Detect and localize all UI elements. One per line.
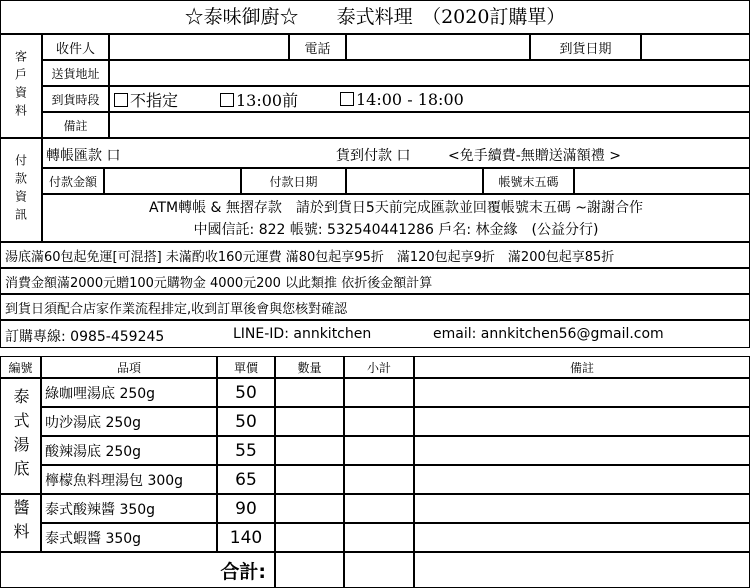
phone-field[interactable]	[346, 34, 530, 60]
total-label: 合計:	[0, 552, 275, 588]
payment-date-label: 付款日期	[241, 168, 346, 194]
payment-amount-label: 付款金額	[42, 168, 104, 194]
payment-notes	[42, 194, 750, 242]
header-number: 編號	[0, 356, 41, 378]
header-price: 單價	[217, 356, 275, 378]
promotion-notice: 消費金額滿2000元贈100元購物金 4000元200 以此類推 依折後金額計算	[0, 268, 750, 294]
recipient-field[interactable]	[109, 34, 289, 60]
group-label-sauce: 醬料	[0, 494, 41, 552]
note-field[interactable]	[109, 112, 750, 138]
checkbox[interactable]	[340, 92, 354, 106]
free-fee-note: <免手續費-無贈送滿額禮 >	[448, 148, 621, 164]
item-quantity[interactable]	[275, 436, 344, 465]
note-label: 備註	[42, 112, 109, 138]
order-table	[0, 356, 750, 588]
total-remark[interactable]	[414, 552, 750, 588]
time-slot-options	[109, 86, 750, 112]
item-subtotal[interactable]	[344, 494, 414, 523]
item-subtotal[interactable]	[344, 465, 414, 494]
contact-email: email: annkitchen56@gmail.com	[433, 326, 664, 342]
contact-row	[0, 320, 750, 348]
item-quantity[interactable]	[275, 494, 344, 523]
item-subtotal[interactable]	[344, 523, 414, 552]
payment-section-label: 付款資訊	[0, 138, 42, 242]
payment-method-row	[42, 138, 750, 168]
customer-section-label: 客戶資料	[0, 34, 42, 138]
time-option-before-13[interactable]: 13:00前	[220, 88, 298, 111]
total-subtotal[interactable]	[344, 552, 414, 588]
arrival-date-field[interactable]	[641, 34, 750, 60]
checkbox[interactable]	[114, 93, 128, 107]
phone-label: 電話	[289, 34, 346, 60]
checkbox[interactable]	[220, 93, 234, 107]
account-last5-label: 帳號末五碼	[483, 168, 574, 194]
header-item: 品項	[41, 356, 217, 378]
item-name: 泰式酸辣醬 350g	[41, 494, 217, 523]
shipping-notice: 湯底滿60包起免運[可混搭] 未滿酌收160元運費 滿80包起享95折 滿120包起享9折 滿200包起享85折	[0, 242, 750, 268]
cod-option[interactable]: 貨到付款 口	[336, 148, 411, 164]
page-title: ☆泰味御廚☆ 泰式料理 （2020訂購單）	[0, 0, 750, 34]
item-quantity[interactable]	[275, 465, 344, 494]
item-price: 50	[217, 407, 275, 436]
line-id: LINE-ID: annkitchen	[233, 326, 372, 342]
header-subtotal: 小計	[344, 356, 414, 378]
group-label-soup-base: 泰式湯底	[0, 378, 41, 494]
delivery-notice: 到貨日須配合店家作業流程排定,收到訂單後會與您核對確認	[0, 294, 750, 320]
item-remark[interactable]	[414, 494, 750, 523]
payment-date-field[interactable]	[346, 168, 483, 194]
item-quantity[interactable]	[275, 378, 344, 407]
item-price: 55	[217, 436, 275, 465]
total-quantity[interactable]	[275, 552, 344, 588]
item-remark[interactable]	[414, 378, 750, 407]
item-remark[interactable]	[414, 523, 750, 552]
item-price: 140	[217, 523, 275, 552]
item-quantity[interactable]	[275, 407, 344, 436]
bank-account-note: 中國信託: 822 帳號: 532540441286 戶名: 林金緣 (公益分行)	[193, 222, 599, 238]
item-name: 泰式蝦醬 350g	[41, 523, 217, 552]
item-price: 90	[217, 494, 275, 523]
item-name: 綠咖哩湯底 250g	[41, 378, 217, 407]
order-hotline: 訂購專線: 0985-459245	[5, 329, 165, 345]
time-slot-label: 到貨時段	[42, 86, 109, 112]
item-name: 酸辣湯底 250g	[41, 436, 217, 465]
header-remark: 備註	[414, 356, 750, 378]
item-price: 65	[217, 465, 275, 494]
item-subtotal[interactable]	[344, 407, 414, 436]
item-remark[interactable]	[414, 407, 750, 436]
account-last5-field[interactable]	[574, 168, 750, 194]
address-field[interactable]	[109, 60, 750, 86]
item-remark[interactable]	[414, 436, 750, 465]
time-option-any[interactable]: 不指定	[114, 88, 178, 111]
item-subtotal[interactable]	[344, 378, 414, 407]
recipient-label: 收件人	[42, 34, 109, 60]
item-remark[interactable]	[414, 465, 750, 494]
atm-note: ATM轉帳 & 無摺存款 請於到貨日5天前完成匯款並回覆帳號末五碼 ~謝謝合作	[148, 200, 644, 216]
time-option-14-18[interactable]: 14:00 - 18:00	[340, 90, 464, 109]
header-quantity: 數量	[275, 356, 344, 378]
item-price: 50	[217, 378, 275, 407]
payment-amount-field[interactable]	[104, 168, 241, 194]
item-quantity[interactable]	[275, 523, 344, 552]
item-name: 叻沙湯底 250g	[41, 407, 217, 436]
transfer-option[interactable]: 轉帳匯款 口	[46, 148, 121, 164]
arrival-date-label: 到貨日期	[530, 34, 641, 60]
address-label: 送貨地址	[42, 60, 109, 86]
item-subtotal[interactable]	[344, 436, 414, 465]
item-name: 檸檬魚料理湯包 300g	[41, 465, 217, 494]
